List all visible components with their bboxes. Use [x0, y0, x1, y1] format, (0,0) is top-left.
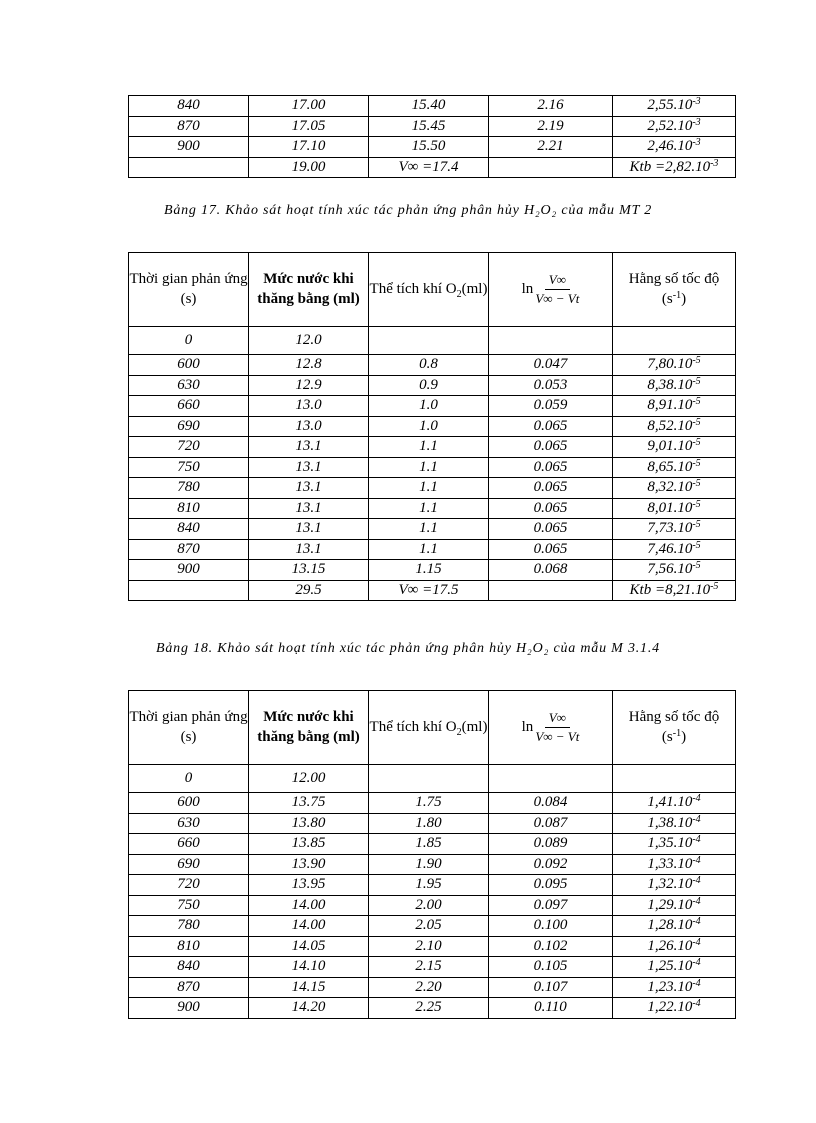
cell-rate	[613, 327, 736, 355]
table-row	[129, 396, 736, 417]
ln-numerator: V∞	[545, 273, 570, 290]
cell-volume: 1.80	[369, 813, 489, 834]
cell-rate	[613, 96, 736, 117]
rate-exponent: -4	[692, 998, 701, 1010]
table-row	[129, 957, 736, 978]
cell-level: 17.05	[249, 116, 369, 137]
header-gas-volume-unit: (ml)	[461, 718, 488, 735]
table-row	[129, 416, 736, 437]
rate-value: 7,56.10	[647, 561, 693, 578]
header-gas-volume-subscript: 2	[456, 726, 462, 738]
continued-data-table	[128, 95, 736, 178]
header-gas-volume-subscript: 2	[456, 288, 462, 300]
rate-value: 1,35.10	[647, 835, 693, 852]
rate-exponent: -5	[692, 519, 701, 531]
cell-volume: 1.90	[369, 854, 489, 875]
cell-time: 900	[129, 137, 249, 158]
header-rate-unit-close: )	[681, 290, 687, 307]
cell-time: 0	[129, 327, 249, 355]
rate-exponent: -4	[692, 793, 701, 805]
cell-ln: 0.065	[489, 437, 613, 458]
cell-level: 12.00	[249, 765, 369, 793]
cell-time: 870	[129, 116, 249, 137]
cell-ln: 0.084	[489, 793, 613, 814]
cell-level: 12.8	[249, 355, 369, 376]
cell-time: 840	[129, 96, 249, 117]
cell-rate	[613, 396, 736, 417]
cell-time: 840	[129, 957, 249, 978]
rate-exponent: -3	[692, 137, 701, 149]
cell-volume	[369, 327, 489, 355]
rate-value: 1,41.10	[647, 794, 693, 811]
cell-ln	[489, 765, 613, 793]
cell-volume: 1.85	[369, 834, 489, 855]
cell-volume: 1.1	[369, 478, 489, 499]
cell-volume: 2.10	[369, 936, 489, 957]
table-row	[129, 977, 736, 998]
cell-time: 750	[129, 457, 249, 478]
table-18-caption: Bảng 18. Khảo sát hoạt tính xúc tác phản ứng phân hủy H₂O₂ của mẫu M 3.1.4	[156, 641, 660, 656]
cell-rate	[613, 116, 736, 137]
header-rate-label: Hằng số tốc độ	[628, 271, 720, 287]
cell-ln: 0.065	[489, 416, 613, 437]
cell-volume: 2.20	[369, 977, 489, 998]
cell-ln	[489, 327, 613, 355]
table-row	[129, 916, 736, 937]
cell-rate	[613, 875, 736, 896]
table-row	[129, 375, 736, 396]
rate-value: 1,29.10	[647, 896, 693, 913]
rate-value: 2,46.10	[647, 138, 693, 155]
rate-exponent: -4	[692, 813, 701, 825]
cell-rate	[613, 793, 736, 814]
rate-value: 8,01.10	[647, 499, 693, 516]
rate-exponent: -5	[692, 498, 701, 510]
header-gas-volume-label: Thể tích khí O	[369, 280, 457, 297]
rate-value: 8,91.10	[647, 397, 693, 414]
cell-level: 13.1	[249, 457, 369, 478]
rate-value: 7,80.10	[647, 356, 693, 373]
cell-rate	[613, 813, 736, 834]
cell-ln: 0.105	[489, 957, 613, 978]
cell-ln: 0.068	[489, 560, 613, 581]
cell-rate	[613, 498, 736, 519]
cell-ln: 0.095	[489, 875, 613, 896]
cell-time: 720	[129, 875, 249, 896]
rate-value: 1,32.10	[647, 876, 693, 893]
cell-rate	[613, 478, 736, 499]
cell-volume: 15.50	[369, 137, 489, 158]
cell-level: 14.05	[249, 936, 369, 957]
rate-exponent: -5	[692, 539, 701, 551]
cell-volume: 1.75	[369, 793, 489, 814]
cell-level: 17.10	[249, 137, 369, 158]
table-row	[129, 834, 736, 855]
table-row	[129, 116, 736, 137]
cell-volume	[369, 765, 489, 793]
cell-level: 13.1	[249, 498, 369, 519]
cell-level: 13.1	[249, 539, 369, 560]
table-row-zero	[129, 765, 736, 793]
cell-level: 12.0	[249, 327, 369, 355]
header-water-level: Mức nước khi thăng bằng (ml)	[249, 253, 369, 327]
cell-time: 840	[129, 519, 249, 540]
cell-rate	[613, 137, 736, 158]
cell-volume: 15.45	[369, 116, 489, 137]
rate-value: 9,01.10	[647, 438, 693, 455]
cell-time: 660	[129, 834, 249, 855]
header-rate-unit-open: (s	[661, 728, 673, 745]
cell-ln: 0.065	[489, 519, 613, 540]
table-body	[129, 793, 736, 1019]
table-18	[128, 690, 736, 1019]
rate-exponent: -4	[692, 834, 701, 846]
cell-rate	[613, 936, 736, 957]
cell-level: 13.80	[249, 813, 369, 834]
cell-level: 12.9	[249, 375, 369, 396]
cell-ln: 0.092	[489, 854, 613, 875]
table-row	[129, 560, 736, 581]
cell-ln: 0.047	[489, 355, 613, 376]
header-rate-unit-exp: -1	[672, 289, 682, 301]
header-water-level: Mức nước khi thăng bằng (ml)	[249, 691, 369, 765]
cell-rate	[613, 539, 736, 560]
cell-level: 13.1	[249, 478, 369, 499]
rate-value: 8,65.10	[647, 458, 693, 475]
ln-numerator: V∞	[545, 711, 570, 728]
rate-exponent: -5	[710, 580, 719, 592]
cell-rate	[613, 437, 736, 458]
cell-volume: 2.05	[369, 916, 489, 937]
ln-label: ln	[521, 718, 534, 735]
cell-level: 13.0	[249, 396, 369, 417]
table-row	[129, 519, 736, 540]
table-row	[129, 157, 736, 178]
cell-ln: 0.065	[489, 539, 613, 560]
rate-exponent: -4	[692, 977, 701, 989]
rate-exponent: -3	[710, 157, 719, 169]
rate-value: Ktb =2,82.10	[629, 158, 711, 175]
cell-volume: 1.1	[369, 519, 489, 540]
table-row	[129, 478, 736, 499]
cell-ln: 0.102	[489, 936, 613, 957]
table-row	[129, 355, 736, 376]
table-row	[129, 580, 736, 601]
rate-value: 2,55.10	[647, 97, 693, 114]
cell-ln: 0.059	[489, 396, 613, 417]
rate-exponent: -4	[692, 916, 701, 928]
cell-rate	[613, 580, 736, 601]
header-gas-volume-label: Thể tích khí O	[369, 718, 457, 735]
cell-volume: 1.1	[369, 539, 489, 560]
cell-rate	[613, 457, 736, 478]
table-row	[129, 457, 736, 478]
cell-level: 14.20	[249, 998, 369, 1019]
cell-level: 13.15	[249, 560, 369, 581]
cell-level: 29.5	[249, 580, 369, 601]
cell-time: 600	[129, 793, 249, 814]
cell-rate	[613, 998, 736, 1019]
table-row	[129, 437, 736, 458]
rate-exponent: -5	[692, 355, 701, 367]
cell-ln: 0.065	[489, 498, 613, 519]
cell-level: 13.0	[249, 416, 369, 437]
cell-time: 780	[129, 916, 249, 937]
cell-volume: 2.25	[369, 998, 489, 1019]
table-row	[129, 875, 736, 896]
ln-fraction	[535, 273, 579, 307]
ln-denominator: V∞ − Vt	[535, 291, 580, 306]
cell-ln: 0.087	[489, 813, 613, 834]
table-header-row	[129, 253, 736, 327]
cell-level: 13.1	[249, 437, 369, 458]
cell-level: 14.00	[249, 895, 369, 916]
cell-volume: 1.0	[369, 396, 489, 417]
cell-ln: 0.100	[489, 916, 613, 937]
cell-ln: 0.065	[489, 457, 613, 478]
rate-exponent: -4	[692, 957, 701, 969]
table-row	[129, 539, 736, 560]
rate-value: 1,22.10	[647, 999, 693, 1016]
rate-exponent: -4	[692, 936, 701, 948]
rate-exponent: -4	[692, 895, 701, 907]
cell-rate	[613, 375, 736, 396]
cell-time: 630	[129, 375, 249, 396]
table-row	[129, 936, 736, 957]
rate-exponent: -4	[692, 854, 701, 866]
cell-level: 13.75	[249, 793, 369, 814]
cell-level: 13.1	[249, 519, 369, 540]
cell-ln: 0.107	[489, 977, 613, 998]
cell-ln: 2.19	[489, 116, 613, 137]
cell-rate	[613, 560, 736, 581]
cell-rate	[613, 977, 736, 998]
rate-value: 2,52.10	[647, 117, 693, 134]
cell-volume: 1.95	[369, 875, 489, 896]
rate-exponent: -5	[692, 478, 701, 490]
table-row-zero	[129, 327, 736, 355]
rate-exponent: -5	[692, 457, 701, 469]
rate-exponent: -3	[692, 116, 701, 128]
cell-level: 14.15	[249, 977, 369, 998]
cell-rate	[613, 834, 736, 855]
rate-value: 1,33.10	[647, 855, 693, 872]
cell-volume: 1.1	[369, 437, 489, 458]
table-row	[129, 137, 736, 158]
rate-value: 8,38.10	[647, 376, 693, 393]
cell-ln	[489, 157, 613, 178]
cell-rate	[613, 355, 736, 376]
cell-volume: 0.8	[369, 355, 489, 376]
cell-volume: 1.15	[369, 560, 489, 581]
rate-value: 7,46.10	[647, 540, 693, 557]
rate-exponent: -5	[692, 437, 701, 449]
table-17-caption: Bảng 17. Khảo sát hoạt tính xúc tác phản ứng phân hủy H₂O₂ của mẫu MT 2	[163, 203, 653, 218]
cell-time: 600	[129, 355, 249, 376]
rate-exponent: -5	[692, 560, 701, 572]
cell-time: 690	[129, 416, 249, 437]
header-rate-unit-close: )	[681, 728, 687, 745]
table-body	[129, 96, 736, 178]
cell-time: 900	[129, 998, 249, 1019]
table-17	[128, 252, 736, 601]
header-gas-volume-unit: (ml)	[461, 280, 488, 297]
table-row	[129, 96, 736, 117]
cell-rate	[613, 519, 736, 540]
table-row	[129, 793, 736, 814]
cell-time: 870	[129, 539, 249, 560]
cell-ln	[489, 580, 613, 601]
cell-ln: 0.110	[489, 998, 613, 1019]
cell-level: 17.00	[249, 96, 369, 117]
rate-exponent: -5	[692, 396, 701, 408]
rate-value: 1,25.10	[647, 958, 693, 975]
table-header-row	[129, 691, 736, 765]
cell-rate	[613, 957, 736, 978]
header-ln-formula	[489, 253, 613, 327]
cell-time: 660	[129, 396, 249, 417]
cell-volume: V∞ =17.4	[369, 157, 489, 178]
rate-exponent: -4	[692, 875, 701, 887]
cell-ln: 0.053	[489, 375, 613, 396]
cell-level: 19.00	[249, 157, 369, 178]
header-rate-unit-exp: -1	[672, 727, 682, 739]
cell-ln: 2.16	[489, 96, 613, 117]
cell-level: 13.85	[249, 834, 369, 855]
header-time: Thời gian phản ứng (s)	[129, 253, 249, 327]
cell-level: 14.10	[249, 957, 369, 978]
ln-denominator: V∞ − Vt	[535, 729, 580, 744]
cell-time: 0	[129, 765, 249, 793]
header-rate-constant	[613, 691, 736, 765]
cell-volume: 2.00	[369, 895, 489, 916]
cell-rate	[613, 765, 736, 793]
cell-time: 720	[129, 437, 249, 458]
cell-rate	[613, 916, 736, 937]
header-rate-unit-open: (s	[661, 290, 673, 307]
table-row	[129, 498, 736, 519]
table-row	[129, 895, 736, 916]
cell-time: 780	[129, 478, 249, 499]
cell-rate	[613, 895, 736, 916]
cell-ln: 2.21	[489, 137, 613, 158]
cell-ln: 0.065	[489, 478, 613, 499]
cell-time: 750	[129, 895, 249, 916]
rate-value: 1,23.10	[647, 978, 693, 995]
cell-level: 13.95	[249, 875, 369, 896]
header-time: Thời gian phản ứng (s)	[129, 691, 249, 765]
header-gas-volume	[369, 691, 489, 765]
header-rate-constant	[613, 253, 736, 327]
table-row	[129, 813, 736, 834]
cell-volume: 1.0	[369, 416, 489, 437]
rate-value: 8,32.10	[647, 479, 693, 496]
ln-fraction	[535, 711, 579, 745]
cell-volume: 1.1	[369, 457, 489, 478]
table-row	[129, 854, 736, 875]
cell-rate	[613, 854, 736, 875]
rate-value: Ktb =8,21.10	[629, 581, 711, 598]
header-gas-volume	[369, 253, 489, 327]
cell-time: 630	[129, 813, 249, 834]
cell-volume: 1.1	[369, 498, 489, 519]
cell-time: 810	[129, 936, 249, 957]
cell-rate	[613, 157, 736, 178]
header-rate-label: Hằng số tốc độ	[628, 709, 720, 725]
table-row	[129, 998, 736, 1019]
cell-time: 870	[129, 977, 249, 998]
cell-volume: 15.40	[369, 96, 489, 117]
rate-value: 8,52.10	[647, 417, 693, 434]
rate-value: 7,73.10	[647, 520, 693, 537]
cell-time: 810	[129, 498, 249, 519]
cell-volume: 0.9	[369, 375, 489, 396]
cell-time: 900	[129, 560, 249, 581]
rate-exponent: -5	[692, 416, 701, 428]
cell-volume: V∞ =17.5	[369, 580, 489, 601]
cell-level: 14.00	[249, 916, 369, 937]
cell-time	[129, 157, 249, 178]
ln-label: ln	[521, 280, 534, 297]
table-body	[129, 355, 736, 601]
cell-ln: 0.089	[489, 834, 613, 855]
cell-time	[129, 580, 249, 601]
rate-exponent: -3	[692, 96, 701, 108]
header-ln-formula	[489, 691, 613, 765]
cell-level: 13.90	[249, 854, 369, 875]
rate-value: 1,28.10	[647, 917, 693, 934]
rate-value: 1,26.10	[647, 937, 693, 954]
cell-time: 690	[129, 854, 249, 875]
rate-value: 1,38.10	[647, 814, 693, 831]
cell-volume: 2.15	[369, 957, 489, 978]
cell-rate	[613, 416, 736, 437]
rate-exponent: -5	[692, 375, 701, 387]
cell-ln: 0.097	[489, 895, 613, 916]
